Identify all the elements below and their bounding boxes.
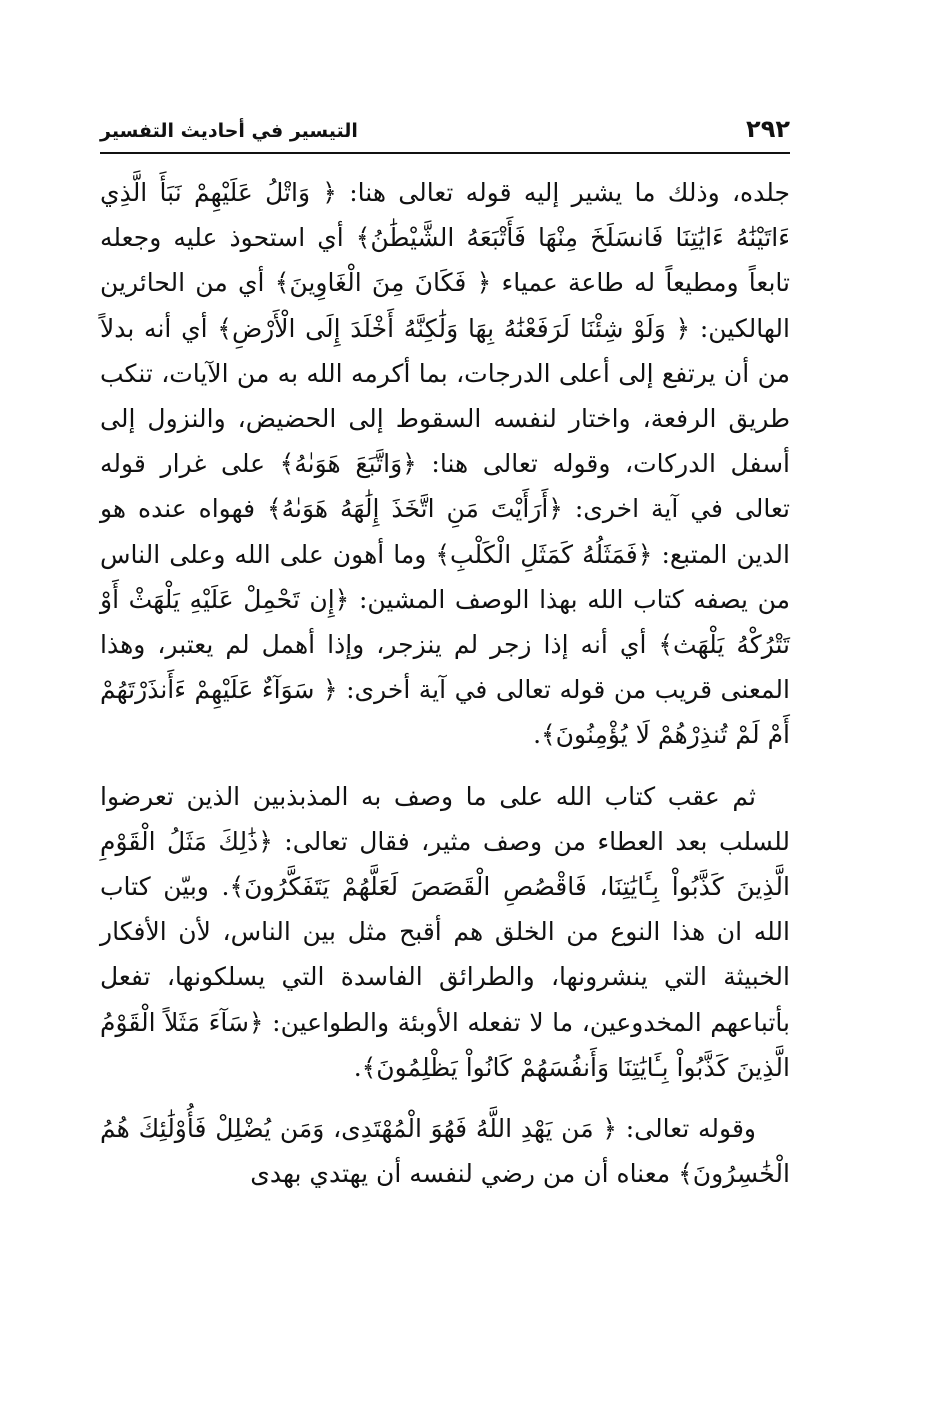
paragraph: جلده، وذلك ما يشير إليه قوله تعالى هنا: ﴿ وَاتْلُ عَلَيْهِمْ نَبَأَ الَّذِي ءَاتَيْنَٰهُ ءَايَٰتِنَا فَانسَلَخَ مِنْهَا فَأَتْبَعَهُ الشَّيْطَٰنُ﴾ أي استحوذ عليه وجعله تابعاً ومطيعاً له طاعة عمياء ﴿ فَكَانَ مِنَ الْغَاوِينَ﴾ أي من الحائرين الهالكين: ﴿ وَلَوْ شِئْنَا لَرَفَعْنَٰهُ بِهَا وَلَٰكِنَّهُ أَخْلَدَ إِلَى الْأَرْضِ﴾ أي أنه بدلاً من أن يرتفع إلى أعلى الدرجات، بما أكرمه الله به من الآيات، تنكب طريق الرفعة، واختار لنفسه السقوط إلى الحضيض، والنزول إلى أسفل الدركات، وقوله تعالى هنا: ﴿وَاتَّبَعَ هَوَىٰهُ﴾ على غرار قوله تعالى في آية اخرى: ﴿أَرَأَيْتَ مَنِ اتَّخَذَ إِلَٰهَهُ هَوَىٰهُ﴾ فهواه عنده هو الدين المتبع: ﴿فَمَثَلُهُ كَمَثَلِ الْكَلْبِ﴾ وما أهون على الله وعلى الناس من يصفه كتاب الله بهذا الوصف المشين: ﴿إِن تَحْمِلْ عَلَيْهِ يَلْهَثْ أَوْ تَتْرُكْهُ يَلْهَث﴾ أي أنه إذا زجر لم ينزجر، وإذا أهمل لم يعتبر، وهذا المعنى قريب من قوله تعالى في آية أخرى: ﴿ سَوَآءٌ عَلَيْهِمْ ءَأَنذَرْتَهُمْ أَمْ لَمْ تُنذِرْهُمْ لَا يُؤْمِنُونَ﴾. [100, 178, 790, 750]
page-number: ٢٩٢ [746, 115, 790, 143]
main-text [100, 170, 790, 1196]
paragraph: ثم عقب كتاب الله على ما وصف به المذبذبين الذين تعرضوا للسلب بعد العطاء من وصف مثير، فقال تعالى: ﴿ذَٰلِكَ مَثَلُ الْقَوْمِ الَّذِينَ كَذَّبُواْ بِـَٔايَٰتِنَا، فَاقْصُصِ الْقَصَصَ لَعَلَّهُمْ يَتَفَكَّرُونَ﴾. وبيّن كتاب الله ان هذا النوع من الخلق هم أقبح مثل بين الناس، لأن الأفكار الخبيثة التي ينشرونها، والطرائق الفاسدة التي يسلكونها، تفعل بأتباعهم المخدوعين، ما لا تفعله الأوبئة والطواعين: ﴿سَآءَ مَثَلاً الْقَوْمُ الَّذِينَ كَذَّبُواْ بِـَٔايَٰتِنَا وَأَنفُسَهُمْ كَانُواْ يَظْلِمُونَ﴾. [100, 781, 790, 1082]
paragraph: وقوله تعالى: ﴿ مَن يَهْدِ اللَّهُ فَهُوَ الْمُهْتَدِى، وَمَن يُضْلِلْ فَأُوْلَٰئِكَ هُمُ الْخَٰسِرُونَ﴾ معناه أن من رضي لنفسه أن يهتدي بهدى [100, 1114, 790, 1189]
running-title: التيسير في أحاديث التفسير [100, 120, 358, 142]
page-header [100, 112, 790, 154]
